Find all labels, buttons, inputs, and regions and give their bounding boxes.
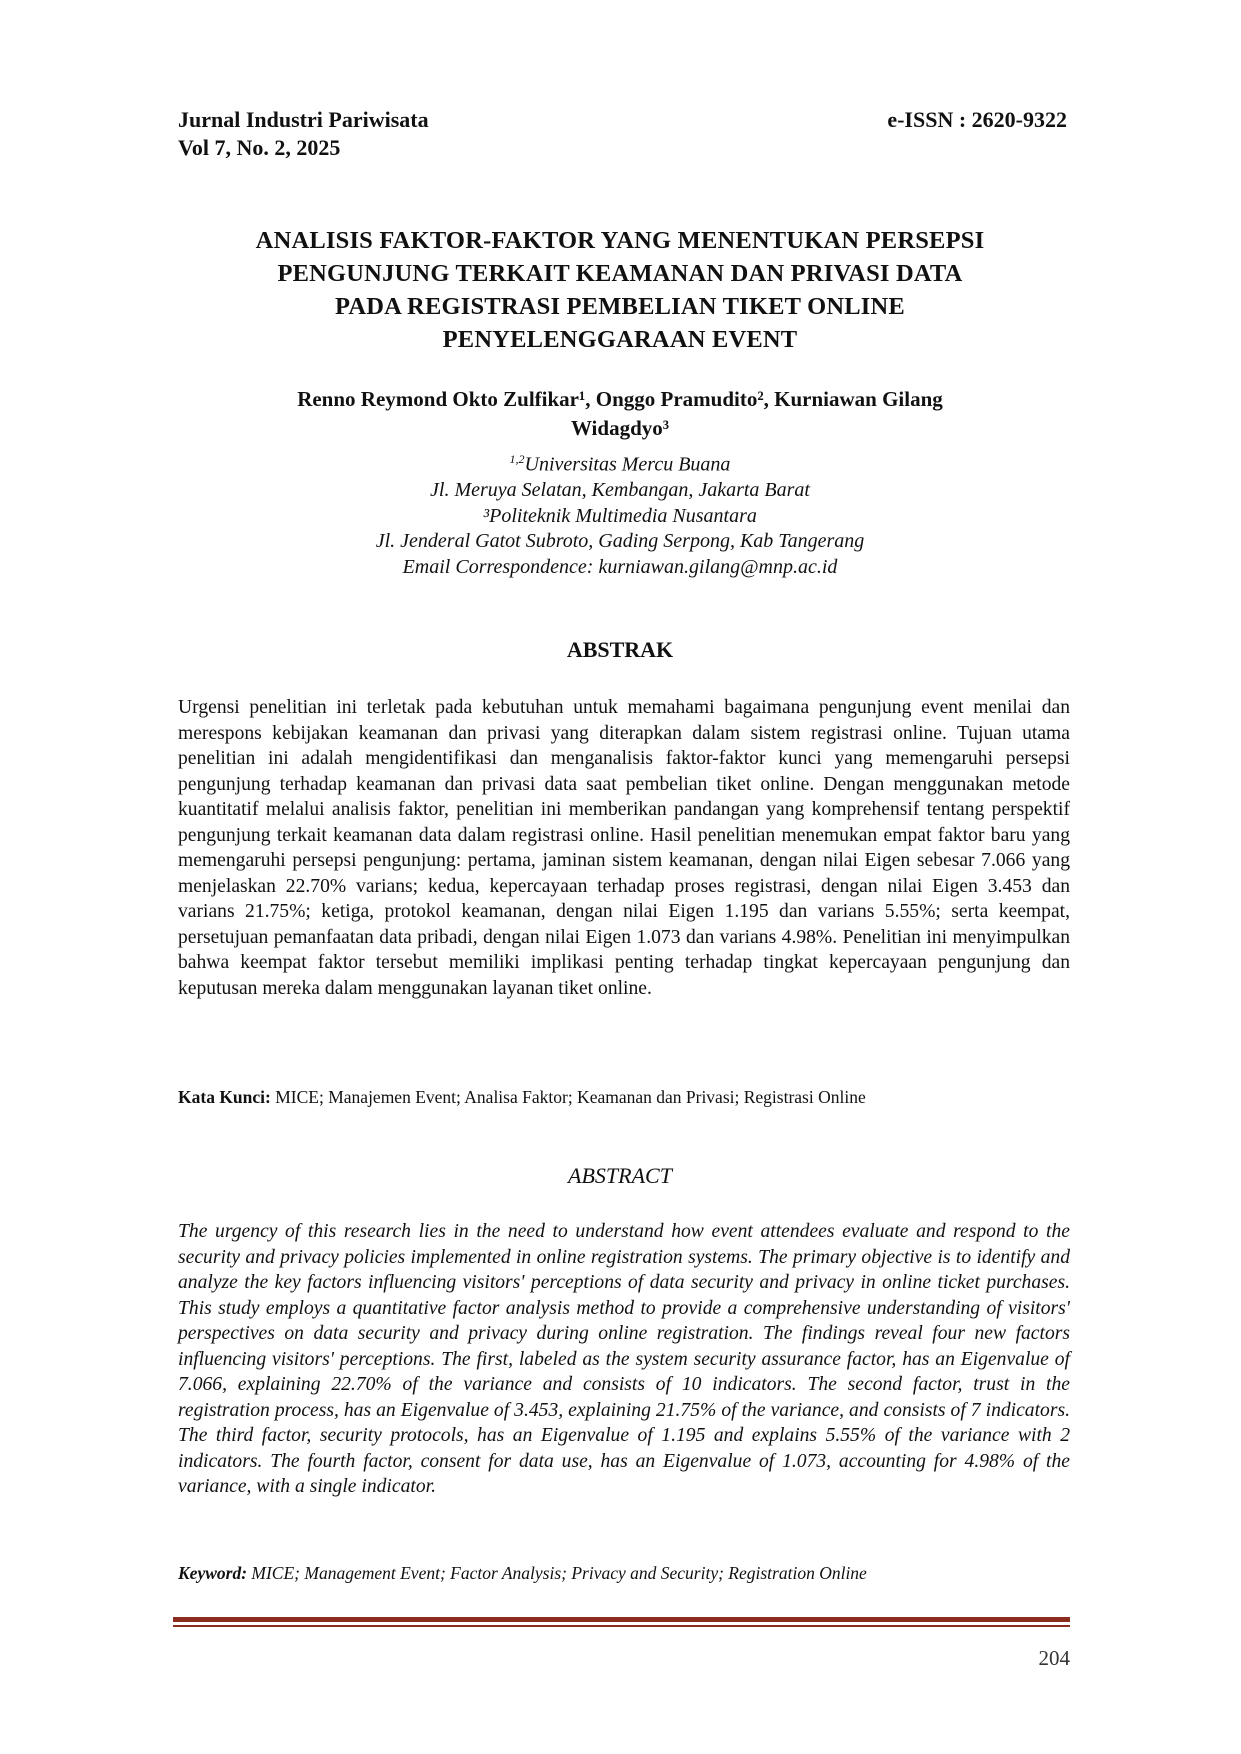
keywords-label: Keyword: [178, 1563, 248, 1583]
title-line: PENGUNJUNG TERKAIT KEAMANAN DAN PRIVASI DATA [277, 260, 963, 287]
affiliation-institution-2: ³Politeknik Multimedia Nusantara [483, 504, 757, 527]
kata-kunci-label: Kata Kunci: [178, 1087, 271, 1107]
footer-rule-thin [173, 1625, 1070, 1627]
issn-label: e-ISSN : 2620-9322 [887, 107, 1067, 132]
affiliation-address-1: Jl. Meruya Selatan, Kembangan, Jakarta Barat [430, 479, 810, 502]
journal-header [178, 106, 429, 162]
abstract-heading: ABSTRACT [568, 1163, 672, 1188]
abstract-body: The urgency of this research lies in the need to understand how event attendees evaluate and respond to the security and privacy policies implemented in online registration systems. The primary objective is to identify and analyze the key factors influencing visitors' perceptions of data security and privacy in online ticket purchases. This study employs a quantitative factor analysis method to provide a comprehensive understanding of visitors' perspectives on data security and privacy during online registration. The findings reveal four new factors influencing visitors' perceptions. The first, labeled as the system security assurance factor, has an Eigenvalue of 7.066, explaining 22.70% of the variance and consists of 10 indicators. The second factor, trust in the registration process, has an Eigenvalue of 3.453, explaining 21.75% of the variance, and consists of 7 indicators. The third factor, security protocols, has an Eigenvalue of 1.195 and explains 5.55% of the variance with 2 indicators. The fourth factor, consent for data use, has an Eigenvalue of 1.073, accounting for 4.98% of the variance, with a single indicator. [178, 1221, 1070, 1497]
kata-kunci-values: MICE; Manajemen Event; Analisa Faktor; Keamanan dan Privasi; Registrasi Online [275, 1087, 866, 1107]
abstrak-heading: ABSTRAK [566, 637, 674, 662]
keywords-values: MICE; Management Event; Factor Analysis; Privacy and Security; Registration Online [251, 1563, 867, 1583]
kata-kunci [178, 1085, 1070, 1109]
affiliation-address-2: Jl. Jenderal Gatot Subroto, Gading Serpong, Kab Tangerang [375, 530, 865, 553]
keywords [178, 1561, 1070, 1585]
journal-name: Jurnal Industri Pariwisata [178, 107, 429, 132]
paper-title [170, 224, 1070, 356]
abstrak-body: Urgensi penelitian ini terletak pada kebutuhan untuk memahami bagaimana pengunjung event menilai dan merespons kebijakan keamanan dan privasi yang diterapkan dalam sistem registrasi online. Tujuan utama penelitian ini adalah mengidentifikasi dan menganalisis faktor-faktor kunci yang memengaruhi persepsi pengunjung terhadap keamanan dan privasi data saat pembelian tiket online. Dengan menggunakan metode kuantitatif melalui analisis faktor, penelitian ini memberikan pandangan yang komprehensif tentang perspektif pengunjung terkait keamanan data dalam registrasi online. Hasil penelitian menemukan empat faktor baru yang memengaruhi persepsi pengunjung: pertama, jaminan sistem keamanan, dengan nilai Eigen sebesar 7.066 yang menjelaskan 22.70% varians; kedua, kepercayaan terhadap proses registrasi, dengan nilai Eigen 3.453 dan varians 21.75%; ketiga, protokol keamanan, dengan nilai Eigen 1.195 dan varians 5.55%; serta keempat, persetujuan pemanfaatan data pribadi, dengan nilai Eigen 1.073 dan varians 4.98%. Penelitian ini menyimpulkan bahwa keempat faktor tersebut memiliki implikasi penting terhadap tingkat kepercayaan pengunjung dan keputusan mereka dalam menggunakan layanan tiket online. [178, 697, 1070, 999]
title-line: ANALISIS FAKTOR-FAKTOR YANG MENENTUKAN PERSEPSI [255, 227, 985, 254]
title-line: PENYELENGGARAAN EVENT [442, 326, 798, 353]
page-number: 204 [1038, 1646, 1070, 1670]
affiliation-superscript: 1,2 [509, 452, 525, 466]
author-line: Widagdyo³ [570, 416, 670, 440]
correspondence-email: Email Correspondence: kurniawan.gilang@mnp.ac.id [402, 555, 838, 578]
affiliations [170, 447, 1070, 580]
journal-volume: Vol 7, No. 2, 2025 [178, 135, 341, 160]
footer-rule [173, 1617, 1070, 1622]
affiliation-institution-1: $^{1,2}$Universitas Mercu Buana [509, 452, 731, 476]
author-list [170, 385, 1070, 443]
author-line: Renno Reymond Okto Zulfikar¹, Onggo Pramudito², Kurniawan Gilang [297, 387, 943, 411]
title-line: PADA REGISTRASI PEMBELIAN TIKET ONLINE [335, 293, 905, 320]
